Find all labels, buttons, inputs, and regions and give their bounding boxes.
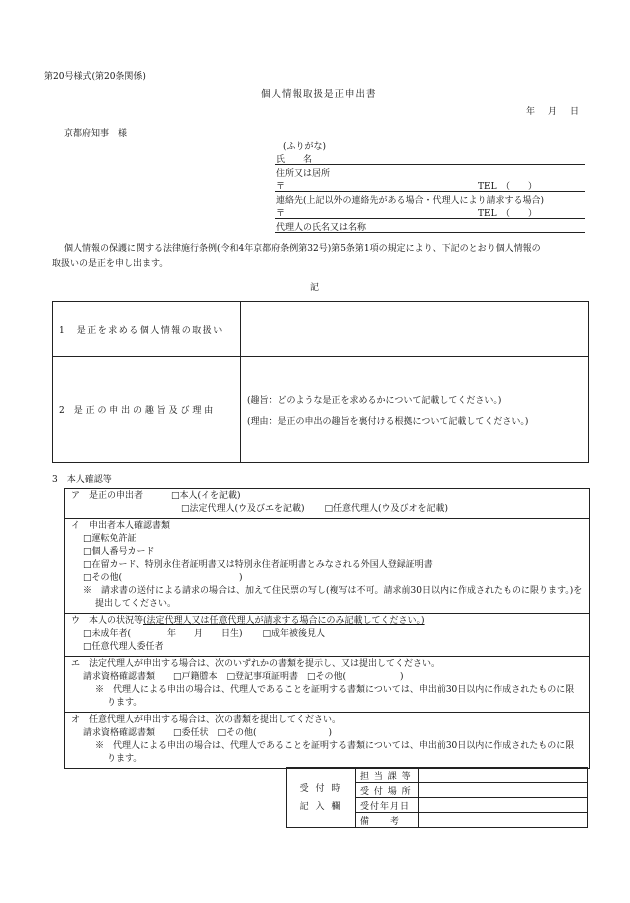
section-o [65, 713, 589, 768]
section-o-docs[interactable]: 請求資格確認書類 □委任状 □その他( ) [83, 728, 333, 738]
intro-line-1: 個人情報の保護に関する法律施行条例(令和4年京都府条例第32号)第5条第1項の規定により、下記のとおり個人情報の [64, 244, 541, 254]
section-e [65, 657, 589, 713]
checkbox-drivers-license[interactable]: □運転免許証 [83, 534, 137, 544]
section-i-label: イ 申出者本人確認書類 [71, 521, 171, 531]
reception-header: 受 付 時 記 入 欄 [287, 768, 356, 828]
section-a-label: ア 是正の申出者 [71, 491, 144, 501]
section-u [65, 614, 589, 657]
divider [275, 191, 585, 192]
reception-row-label: 備 考 [356, 813, 419, 828]
checkbox-mynumber-card[interactable]: □個人番号カード [83, 547, 155, 557]
section3-title: 3 本人確認等 [52, 475, 112, 485]
reception-row-value[interactable] [419, 798, 588, 813]
section-i [65, 519, 589, 614]
reception-row-value[interactable] [419, 813, 588, 828]
ki-heading: 記 [310, 283, 320, 293]
agent-name-label: 代理人の氏名又は名称 [276, 223, 367, 233]
reason-note: (理由：是正の申出の趣旨を裏付ける根拠について記載してください。) [247, 416, 529, 427]
intro-line-2: 取扱いの是正を申し出ます。 [52, 259, 169, 269]
furigana-label: (ふりがな) [283, 142, 327, 152]
postal-mark-1: 〒 [276, 182, 286, 192]
postal-mark-2: 〒 [276, 209, 286, 219]
reception-row-label: 受付年月日 [356, 798, 419, 813]
reception-row-value[interactable] [419, 783, 588, 798]
request-table [52, 301, 589, 463]
row2-label: 2 是 正 の 申 出 の 趣 旨 及 び 理 由 [53, 357, 241, 463]
section-e-docs[interactable]: 請求資格確認書類 □戸籍謄本 □登記事項証明書 □その他( ) [83, 672, 404, 682]
checkbox-adult-ward[interactable]: □成年被後見人 [262, 629, 326, 639]
divider [275, 232, 585, 233]
checkbox-other-id[interactable]: □その他( ) [83, 573, 243, 583]
date-line: 年 月 日 [526, 107, 582, 117]
tel-label-1: TEL （ ） [478, 182, 538, 192]
purpose-note: (趣旨：どのような是正を求めるかについて記載してください。) [247, 395, 502, 406]
form-number: 第20号様式(第20条関係) [44, 72, 146, 82]
divider [275, 164, 585, 165]
reception-row-label: 受 付 場 所 [356, 783, 419, 798]
checkbox-voluntary-agent[interactable]: □任意代理人(ウ及びオを記載) [324, 504, 449, 514]
tel-label-2: TEL （ ） [478, 209, 538, 219]
name-label: 氏 名 [276, 155, 313, 165]
divider [275, 218, 585, 219]
section-e-label: エ 法定代理人が申出する場合は、次のいずれかの書類を提示し、又は提出してください。 [71, 659, 441, 669]
section-o-note: ※ 代理人による申出の場合は、代理人であることを証明する書類については、申出前30日以内に作成されたものに限ります。 [95, 741, 575, 764]
section-u-label: ウ 本人の状況等 [71, 616, 144, 626]
contact-label: 連絡先(上記以外の連絡先がある場合・代理人により請求する場合) [276, 196, 545, 206]
reception-table [286, 767, 588, 828]
section-e-note: ※ 代理人による申出の場合は、代理人であることを証明する書類については、申出前30日以内に作成されたものに限ります。 [95, 685, 575, 708]
checkbox-minor[interactable]: □未成年者( 年 月 日生) [83, 629, 243, 639]
section-o-label: オ 任意代理人が申出する場合は、次の書類を提出してください。 [71, 715, 342, 725]
page-title: 個人情報取扱是正申出書 [261, 89, 377, 100]
row1-label: 1 是正を求める個人情報の取扱い [53, 302, 241, 357]
reception-row-label: 担 当 課 等 [356, 768, 419, 783]
checkbox-residence-card[interactable]: □在留カード、特別永住者証明書又は特別永住者証明書とみなされる外国人登録証明書 [83, 560, 433, 570]
row1-value[interactable] [241, 302, 589, 357]
address-label: 住所又は居所 [276, 169, 331, 179]
addressee: 京都府知事 様 [64, 129, 128, 139]
checkbox-mandator[interactable]: □任意代理人委任者 [83, 642, 164, 652]
checkbox-principal[interactable]: □本人(イを記載) [171, 491, 241, 501]
section-u-condition: (法定代理人又は任意代理人が請求する場合にのみ記載してください。) [143, 616, 425, 626]
identity-confirmation-box [64, 488, 590, 769]
section-a [65, 489, 589, 519]
reception-row-value[interactable] [419, 768, 588, 783]
row2-value[interactable] [241, 357, 589, 463]
checkbox-legal-agent[interactable]: □法定代理人(ウ及びエを記載) [181, 504, 305, 514]
section-i-note: ※ 請求書の送付による請求の場合は、加えて住民票の写し(複写は不可。請求前30日以内に作成されたものに限ります。)を提出してください。 [83, 586, 583, 609]
